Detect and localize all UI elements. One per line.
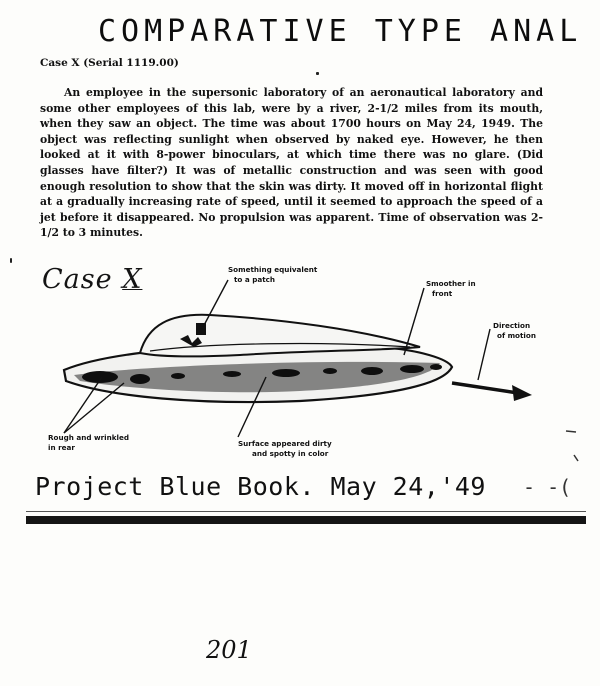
label-surface-line1: Surface appeared dirty [238, 439, 332, 448]
label-direction-line2: of motion [497, 331, 536, 340]
label-smoother [426, 279, 476, 299]
page-title: COMPARATIVE TYPE ANAL [98, 14, 583, 49]
footer-cutoff-text: - -( [523, 475, 572, 499]
label-rough [48, 433, 129, 453]
label-rough-line2: in rear [48, 443, 75, 452]
handwritten-case-word: Case [42, 264, 123, 295]
label-patch [228, 265, 317, 285]
handwritten-case-numeral: X [122, 264, 143, 295]
label-direction-line1: Direction [493, 321, 531, 330]
case-description: An employee in the supersonic laboratory of an aeronautical laboratory and some other employees of this lab, were by a river, 2-1/2 miles from its mouth, when they saw an object. The time was about 1700 hours on May 24, 1949. The object was reflecting sunlight when observed by naked eye. However, he then looked at it with 8-power binoculars, at which time there was no glare. (Did glasses have filter?) It was of metallic construction and was seen with good enough resolution to show that the skin was dirty. It moved off in horizontal flight at a gradually increasing rate of speed, until it seemed to approach the speed of a jet before it disappeared. No propulsion was apparent. Time of observation was 2-1/2 to 3 minutes. [40, 86, 543, 240]
craft-canopy [140, 315, 420, 357]
label-patch-line2: to a patch [234, 275, 276, 284]
scan-speck [316, 72, 319, 75]
direction-arrow [452, 383, 532, 401]
label-surface-line2: and spotty in color [252, 449, 329, 458]
label-surface [238, 439, 332, 459]
footer-thick-rule [26, 516, 586, 524]
label-direction [493, 321, 536, 341]
case-reference: Case X (Serial 1119.00) [40, 57, 179, 69]
page-number: 201 [206, 636, 252, 664]
label-smoother-line2: front [432, 289, 453, 298]
scan-speck [10, 258, 12, 263]
label-patch-line1: Something equivalent [228, 265, 318, 274]
project-footer: Project Blue Book. May 24,'49 [35, 472, 486, 501]
label-smoother-line1: Smoother in [426, 279, 476, 288]
label-rough-line1: Rough and wrinkled [48, 433, 129, 442]
footer-thin-rule [26, 511, 586, 512]
